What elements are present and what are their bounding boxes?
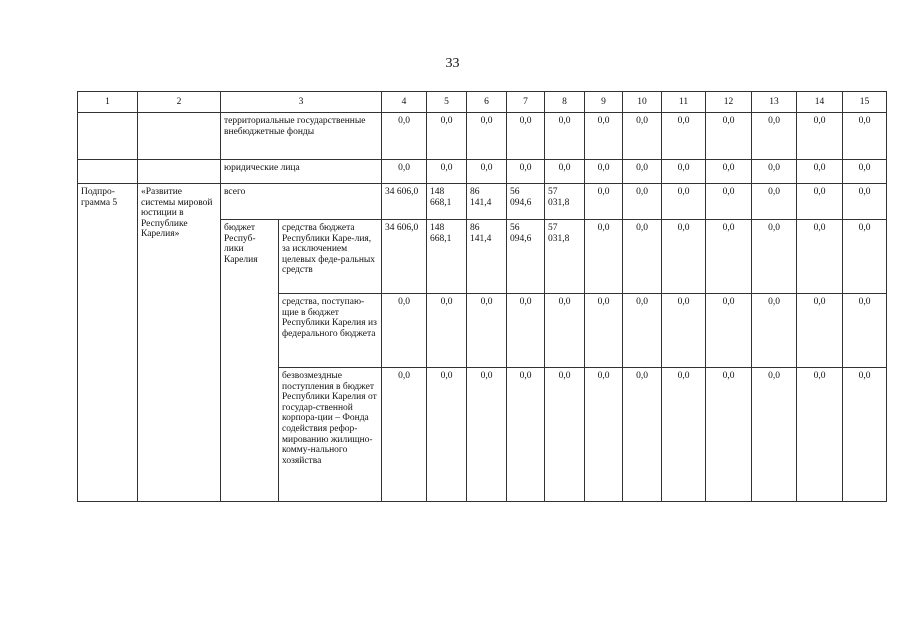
value-cell: 0,0 — [706, 160, 752, 184]
value-cell: 0,0 — [752, 160, 797, 184]
header-cell: 3 — [221, 92, 382, 113]
row-label: юридические лица — [221, 160, 382, 184]
value-cell: 0,0 — [843, 113, 887, 160]
value-cell: 0,0 — [662, 113, 706, 160]
value-cell: 0,0 — [662, 160, 706, 184]
value-cell: 34 606,0 — [382, 184, 427, 220]
value-cell: 0,0 — [467, 160, 507, 184]
value-cell: 0,0 — [623, 113, 662, 160]
value-cell: 56 094,6 — [507, 220, 545, 294]
value-cell: 0,0 — [843, 220, 887, 294]
value-cell: 0,0 — [467, 113, 507, 160]
value-cell: 0,0 — [507, 294, 545, 368]
value-cell: 0,0 — [662, 294, 706, 368]
header-cell: 1 — [78, 92, 138, 113]
value-cell: 0,0 — [797, 294, 843, 368]
value-cell: 0,0 — [467, 294, 507, 368]
value-cell: 0,0 — [427, 368, 467, 502]
value-cell: 0,0 — [797, 184, 843, 220]
value-cell: 0,0 — [797, 220, 843, 294]
value-cell: 0,0 — [752, 113, 797, 160]
header-cell: 2 — [138, 92, 221, 113]
value-cell: 57 031,8 — [545, 220, 585, 294]
value-cell: 56 094,6 — [507, 184, 545, 220]
value-cell: 0,0 — [623, 160, 662, 184]
table-row — [78, 113, 887, 160]
value-cell: 0,0 — [585, 294, 623, 368]
value-cell: 0,0 — [585, 113, 623, 160]
header-cell: 12 — [706, 92, 752, 113]
value-cell: 0,0 — [706, 368, 752, 502]
value-cell: 0,0 — [382, 294, 427, 368]
value-cell: 0,0 — [467, 368, 507, 502]
value-cell: 34 606,0 — [382, 220, 427, 294]
header-cell: 8 — [545, 92, 585, 113]
value-cell: 0,0 — [706, 220, 752, 294]
value-cell: 0,0 — [507, 368, 545, 502]
row-label: безвозмездные поступления в бюджет Республики Карелия от государ-ственной корпора-ции – Фонда содействия рефор-мированию жилищно-комму-нального хозяйства — [279, 368, 382, 502]
row-label: средства, поступаю-щие в бюджет Республики Карелия из федерального бюджета — [279, 294, 382, 368]
empty-cell — [138, 160, 221, 184]
value-cell: 0,0 — [662, 184, 706, 220]
empty-cell — [138, 113, 221, 160]
value-cell: 0,0 — [427, 160, 467, 184]
header-cell: 9 — [585, 92, 623, 113]
empty-cell — [78, 160, 138, 184]
header-cell: 11 — [662, 92, 706, 113]
value-cell: 0,0 — [843, 294, 887, 368]
header-cell: 6 — [467, 92, 507, 113]
subprogram-name: «Развитие системы мировой юстиции в Республике Карелия» — [138, 184, 221, 502]
header-row — [78, 92, 887, 113]
value-cell: 57 031,8 — [545, 184, 585, 220]
value-cell: 0,0 — [623, 294, 662, 368]
value-cell: 0,0 — [797, 160, 843, 184]
header-cell: 14 — [797, 92, 843, 113]
value-cell: 148 668,1 — [427, 184, 467, 220]
value-cell: 0,0 — [585, 368, 623, 502]
value-cell: 0,0 — [706, 294, 752, 368]
empty-cell — [78, 113, 138, 160]
row-label: всего — [221, 184, 382, 220]
header-cell: 4 — [382, 92, 427, 113]
header-cell: 10 — [623, 92, 662, 113]
value-cell: 0,0 — [843, 368, 887, 502]
value-cell: 0,0 — [585, 160, 623, 184]
value-cell: 0,0 — [662, 220, 706, 294]
page-number: 33 — [445, 56, 460, 71]
table-row — [78, 184, 887, 220]
value-cell: 0,0 — [623, 368, 662, 502]
value-cell: 0,0 — [623, 184, 662, 220]
value-cell: 86 141,4 — [467, 184, 507, 220]
value-cell: 0,0 — [843, 160, 887, 184]
value-cell: 0,0 — [545, 294, 585, 368]
header-cell: 7 — [507, 92, 545, 113]
row-label: территориальные государственные внебюджетные фонды — [221, 113, 382, 160]
value-cell: 0,0 — [797, 368, 843, 502]
value-cell: 0,0 — [662, 368, 706, 502]
value-cell: 0,0 — [382, 368, 427, 502]
value-cell: 0,0 — [752, 368, 797, 502]
value-cell: 0,0 — [623, 220, 662, 294]
header-cell: 15 — [843, 92, 887, 113]
value-cell: 0,0 — [382, 113, 427, 160]
header-cell: 13 — [752, 92, 797, 113]
value-cell: 0,0 — [797, 113, 843, 160]
budget-table — [77, 91, 887, 502]
value-cell: 0,0 — [382, 160, 427, 184]
value-cell: 0,0 — [752, 294, 797, 368]
value-cell: 0,0 — [507, 160, 545, 184]
value-cell: 0,0 — [545, 113, 585, 160]
value-cell: 0,0 — [752, 220, 797, 294]
table-row — [78, 160, 887, 184]
value-cell: 0,0 — [585, 220, 623, 294]
value-cell: 0,0 — [706, 113, 752, 160]
header-cell: 5 — [427, 92, 467, 113]
value-cell: 0,0 — [507, 113, 545, 160]
value-cell: 0,0 — [752, 184, 797, 220]
budget-group-cell: бюджет Респуб-лики Карелия — [221, 220, 279, 502]
value-cell: 0,0 — [427, 294, 467, 368]
subprogram-cell: Подпро-грамма 5 — [78, 184, 138, 502]
row-label: средства бюджета Республики Каре-лия, за исключением целевых феде-ральных средств — [279, 220, 382, 294]
value-cell: 0,0 — [706, 184, 752, 220]
value-cell: 0,0 — [545, 160, 585, 184]
value-cell: 148 668,1 — [427, 220, 467, 294]
value-cell: 0,0 — [585, 184, 623, 220]
value-cell: 0,0 — [843, 184, 887, 220]
value-cell: 86 141,4 — [467, 220, 507, 294]
value-cell: 0,0 — [545, 368, 585, 502]
value-cell: 0,0 — [427, 113, 467, 160]
